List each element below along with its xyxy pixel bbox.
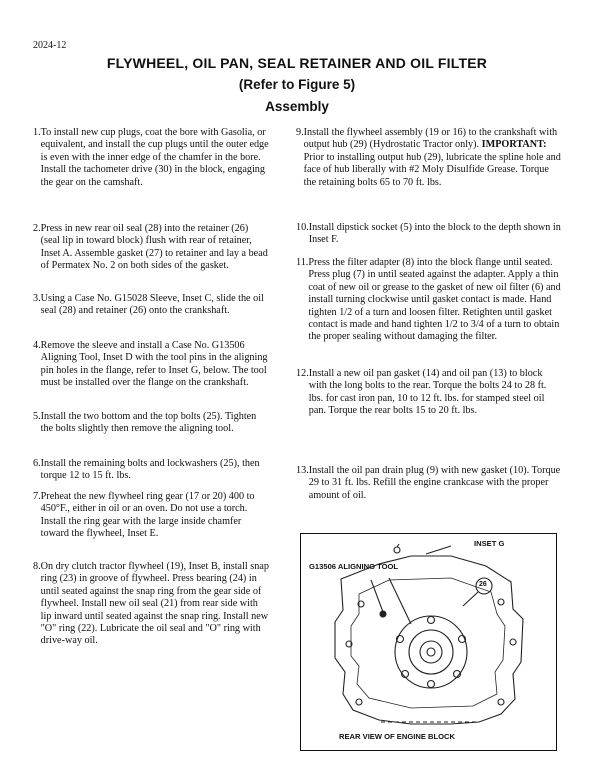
step-8: [33, 561, 270, 648]
top-marker: [394, 547, 400, 553]
step-text: Using a Case No. G15028 Sleeve, Inset C, slide the oil seal (28) and retainer (26) onto the crankshaft.: [40, 293, 264, 317]
crankshaft-flange: [409, 630, 453, 674]
step-6: [33, 458, 270, 483]
step-text: Install the remaining bolts and lockwashers (25), then torque 12 to 15 ft. lbs.: [40, 458, 260, 482]
callout-26: 26: [479, 581, 487, 588]
step-number: 10.: [296, 222, 309, 233]
step-text: To install new cup plugs, coat the bore with Gasolia, or equivalent, and install the cup plugs until the outer edge is even with the inner edge of the chamfer in the bore. Install the tachometer drive (30) in the block, engaging the gear on the camshaft.: [40, 127, 269, 188]
top-marker-stem: [397, 544, 399, 547]
block-hole: [498, 699, 504, 705]
page-number: 2024-12: [33, 40, 67, 51]
step-text: Install dipstick socket (5) into the block to the depth shown in Inset F.: [308, 222, 561, 246]
inset-label: INSET G: [474, 539, 505, 548]
step-number: 6.: [33, 458, 41, 469]
step-11: [296, 257, 562, 344]
leader-line: [371, 580, 383, 612]
figure-reference: (Refer to Figure 5): [238, 77, 356, 92]
hub-center: [427, 648, 435, 656]
block-hole: [498, 599, 504, 605]
step-number: 11.: [296, 257, 309, 268]
step-number: 7.: [33, 491, 41, 502]
page-title: FLYWHEEL, OIL PAN, SEAL RETAINER AND OIL FILTER: [106, 55, 488, 71]
step-3: [33, 293, 270, 318]
step-1: [33, 127, 270, 189]
step-text-part: Install the flywheel assembly (19 or 16) to the crankshaft with output hub (29) (Hydrostatic Tractor only).: [303, 127, 558, 151]
step-number: 12.: [296, 368, 309, 379]
leader-line: [389, 578, 411, 624]
step-number: 2.: [33, 223, 41, 234]
section-heading: Assembly: [265, 99, 329, 114]
step-13: [296, 465, 562, 502]
step-text: Install the two bottom and the top bolts (25). Tighten the bolts slightly then remove the aligning tool.: [40, 411, 257, 435]
step-text: Press the filter adapter (8) into the block flange until seated. Press plug (7) in until seated against the adapter. Apply a thin coat of new oil or grease to the gasket of new oil filter (6) and install turning clockwise until gasket contact is made. Hand tighten 1/2 of a turn and loosen filter. Retighten until gasket contact is made and hand tighten 1/2 to 3/4 of a turn to obtain the proper sealing without damaging the filter.: [308, 257, 561, 343]
step-number: 1.: [33, 127, 41, 138]
figure-caption: REAR VIEW OF ENGINE BLOCK: [339, 732, 456, 741]
step-number: 13.: [296, 465, 309, 476]
step-text: Preheat the new flywheel ring gear (17 or 20) 400 to 450°F., either in oil or an oven. Do not use a torch. Install the ring gear with the large inside chamfer toward the flywheel, Inset E.: [40, 491, 255, 540]
step-text: Press in new rear oil seal (28) into the retainer (26) (seal lip in toward block) flush with rear of retainer, Inset A. Assemble gasket (27) to retainer and lay a bead of Permatex No. 2 on both sides of the gasket.: [40, 223, 268, 272]
important-label: IMPORTANT:: [481, 139, 547, 151]
bolt-hole: [428, 617, 435, 624]
engine-block-outline: [335, 556, 523, 724]
step-2: [33, 223, 270, 273]
step-text: On dry clutch tractor flywheel (19), Inset B, install snap ring (23) in groove of flywheel. Press bearing (24) in until seated against the snap ring from the gear side of flywheel. Install new oil seal (21) from rear side with lip inward until seated against the snap ring. Install new "O" ring (22). Lubricate the oil seal and "O" ring with drive-way oil.: [40, 561, 269, 647]
step-text: Remove the sleeve and install a Case No. G13506 Aligning Tool, Inset D with the tool pins in the aligning pin holes in the flange, refer to Inset G, below. The tool must be installed over the flange on the crankshaft.: [40, 340, 268, 389]
step-12: [296, 368, 562, 418]
step-number: 3.: [33, 293, 41, 304]
step-text: Install a new oil pan gasket (14) and oil pan (13) to block with the long bolts to the rear. Torque the bolts 24 to 28 ft. lbs. for cast iron pan, 10 to 12 ft. lbs. for stamped steel oil pan. Torque the rear bolts 15 to 20 ft. lbs.: [308, 368, 547, 417]
step-10: [296, 222, 562, 247]
step-text-part: Prior to installing output hub (29), lubricate the spline hole and face of hub liberally with #2 Moly Disulfide Grease. Torque the retaining bolts 65 to 70 ft. lbs.: [303, 151, 561, 188]
step-number: 9.: [296, 127, 304, 138]
inset-g-figure: [300, 533, 557, 751]
step-9: [296, 127, 562, 189]
block-hole: [356, 699, 362, 705]
step-5: [33, 411, 270, 436]
block-hole: [510, 639, 516, 645]
step-number: 8.: [33, 561, 41, 572]
leader-line: [426, 546, 451, 554]
step-4: [33, 340, 270, 390]
bolt-hole: [428, 681, 435, 688]
flange-hub: [420, 641, 442, 663]
step-number: 5.: [33, 411, 41, 422]
tool-label: G13506 ALIGNING TOOL: [309, 562, 399, 571]
step-text: [304, 127, 562, 189]
block-inner-rim: [351, 578, 505, 708]
step-text: Install the oil pan drain plug (9) with new gasket (10). Torque 29 to 31 ft. lbs. Refill the engine crankcase with the proper amount of oil.: [308, 465, 561, 501]
step-number: 4.: [33, 340, 41, 351]
step-7: [33, 491, 270, 541]
leader-line: [463, 592, 478, 606]
